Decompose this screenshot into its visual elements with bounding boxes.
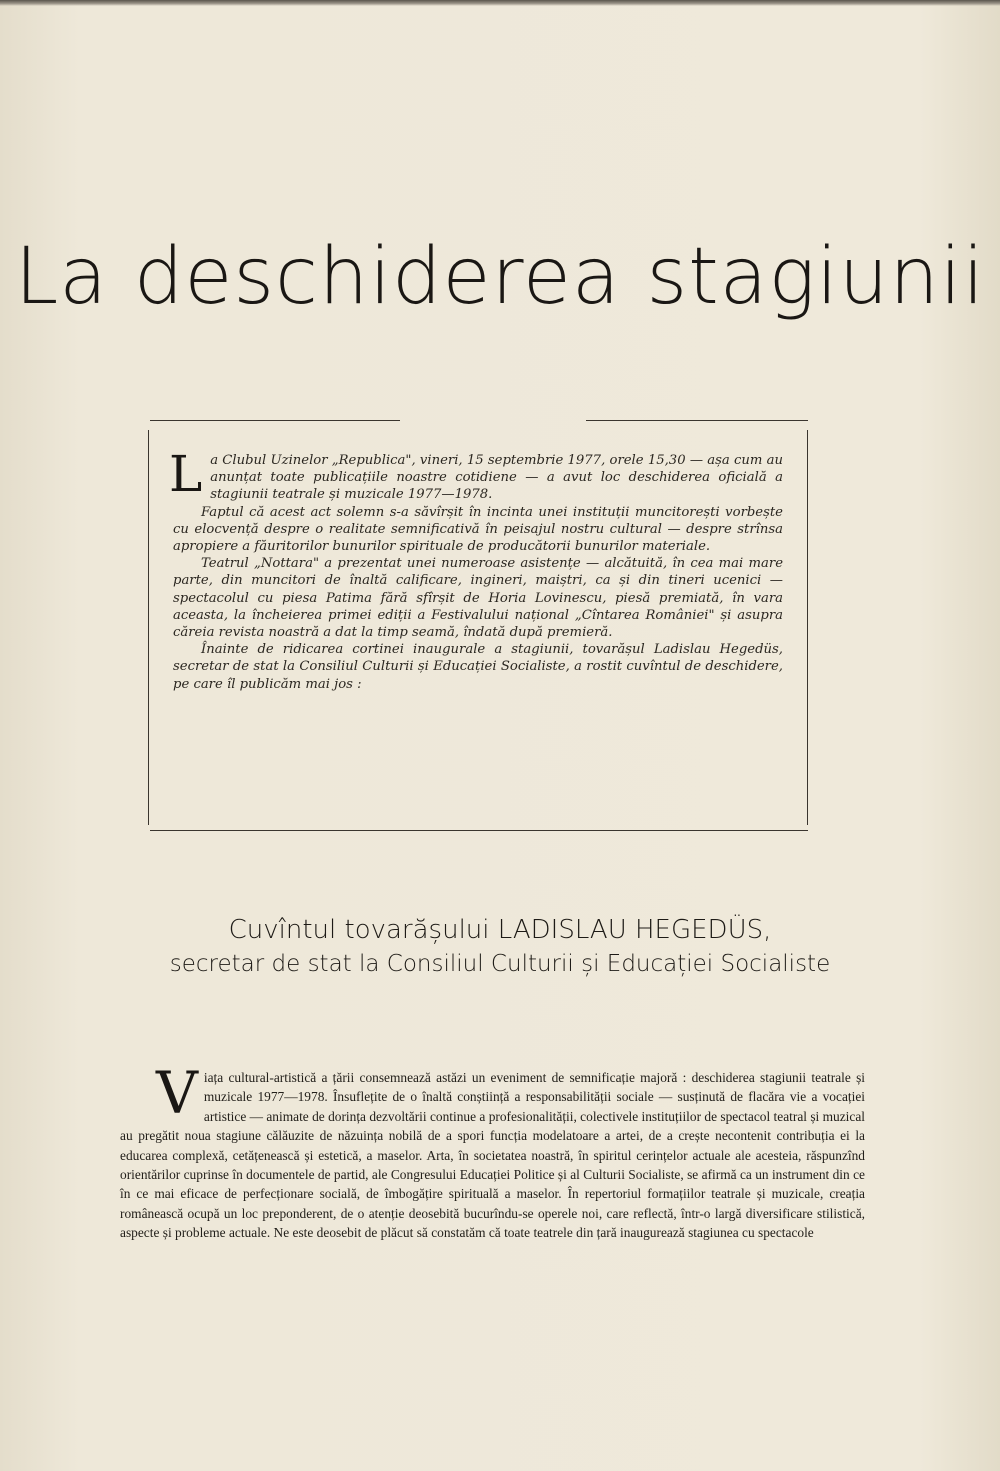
body-paragraph-text: iața cultural-artistică a țării consemnează astăzi un eveniment de semnificație majoră : deschiderea stagiunii teatrale și muzicale 1977—1978. Însuflețite de o înaltă conștiință a responsabilității sociale — susținută de flacăra vie a vocației artistice — animate de dorința dezvoltării continue a profesionalității, colectivele instituțiilor de spectacol teatral și muzical au pregătit noua stagiune călăuzite de năzuința nobilă de a spori funcția modelatoare a artei, de a crește necontenit contribuția ei la educarea complexă, cetățenească și estetică, a maselor. Arta, în societatea noastră, în spiritul cerințelor actuale ale acesteia, răspunzînd orientărilor cuprinse în documentele de partid, ale Congresului Educației Politice și al Culturii Socialiste, se afirmă ca un instrument din ce în ce mai eficace de perfecționare socială, de îmbogățire spirituală a maselor. În repertoriul formațiilor teatrale și muzicale, creația românească ocupă un loc preponderent, de o atenție deosebită bucurîndu-se operele noi, care reflectă, într-o largă diversificare stilistică, aspecte și probleme actuale. Ne este deosebit de plăcut să constatăm că toate teatrele din țară inaugurează stagiunea cu spectacole	[120, 1070, 865, 1241]
intro-box	[169, 445, 783, 693]
intro-paragraph-text: a Clubul Uzinelor „Republica", vineri, 15 septembrie 1977, orele 15,30 — așa cum au anunțat toate publicațiile noastre cotidiene — a avut loc deschiderea oficială a stagiunii teatrale și muzicale 1977—1978.	[210, 453, 783, 503]
body-paragraph	[120, 1059, 865, 1243]
intro-paragraph	[169, 445, 783, 504]
frame-rule-top-right	[586, 420, 808, 421]
intro-paragraph: Faptul că acest act solemn s-a săvîrșit în incinta unei instituții muncitorești vorbește cu elocvență despre o realitate semnificativă în peisajul nostru cultural — despre strînsa apropiere a făuritorilor bunurilor spirituale de producătorii bunurilor materiale.	[173, 504, 783, 555]
intro-dropcap: L	[169, 445, 203, 503]
speech-subtitle: secretar de stat la Consiliul Culturii și Educației Socialiste	[169, 951, 831, 977]
page-top-edge	[0, 0, 1000, 6]
frame-rule-top-left	[150, 420, 400, 421]
body-dropcap: V	[156, 1059, 198, 1127]
frame-rule-left	[148, 430, 149, 825]
frame-rule-right	[807, 430, 808, 825]
speech-body	[120, 1059, 865, 1243]
intro-paragraph: Înainte de ridicarea cortinei inaugurale a stagiunii, tovarășul Ladislau Hegedüs, secretar de stat la Consiliul Culturii și Educației Socialiste, a rostit cuvîntul de deschidere, pe care îl publicăm mai jos :	[173, 642, 783, 692]
intro-paragraph: Teatrul „Nottara" a prezentat unei numeroase asistențe — alcătuită, în cea mai mare parte, din muncitori de înaltă calificare, ingineri, maiștri, ca și din tineri ucenici — spectacolul cu piesa Patima fără sfîrșit de Horia Lovinescu, piesă premiată, în vara aceasta, la încheierea primei ediții a Festivalului național „Cîntarea României" și asupra căreia revista noastră a dat la timp seamă, îndată după premieră.	[173, 556, 783, 641]
page-title: La deschiderea stagiunii	[14, 232, 986, 322]
speech-title: Cuvîntul tovarășului LADISLAU HEGEDÜS,	[228, 915, 772, 945]
frame-rule-bottom	[150, 830, 808, 831]
